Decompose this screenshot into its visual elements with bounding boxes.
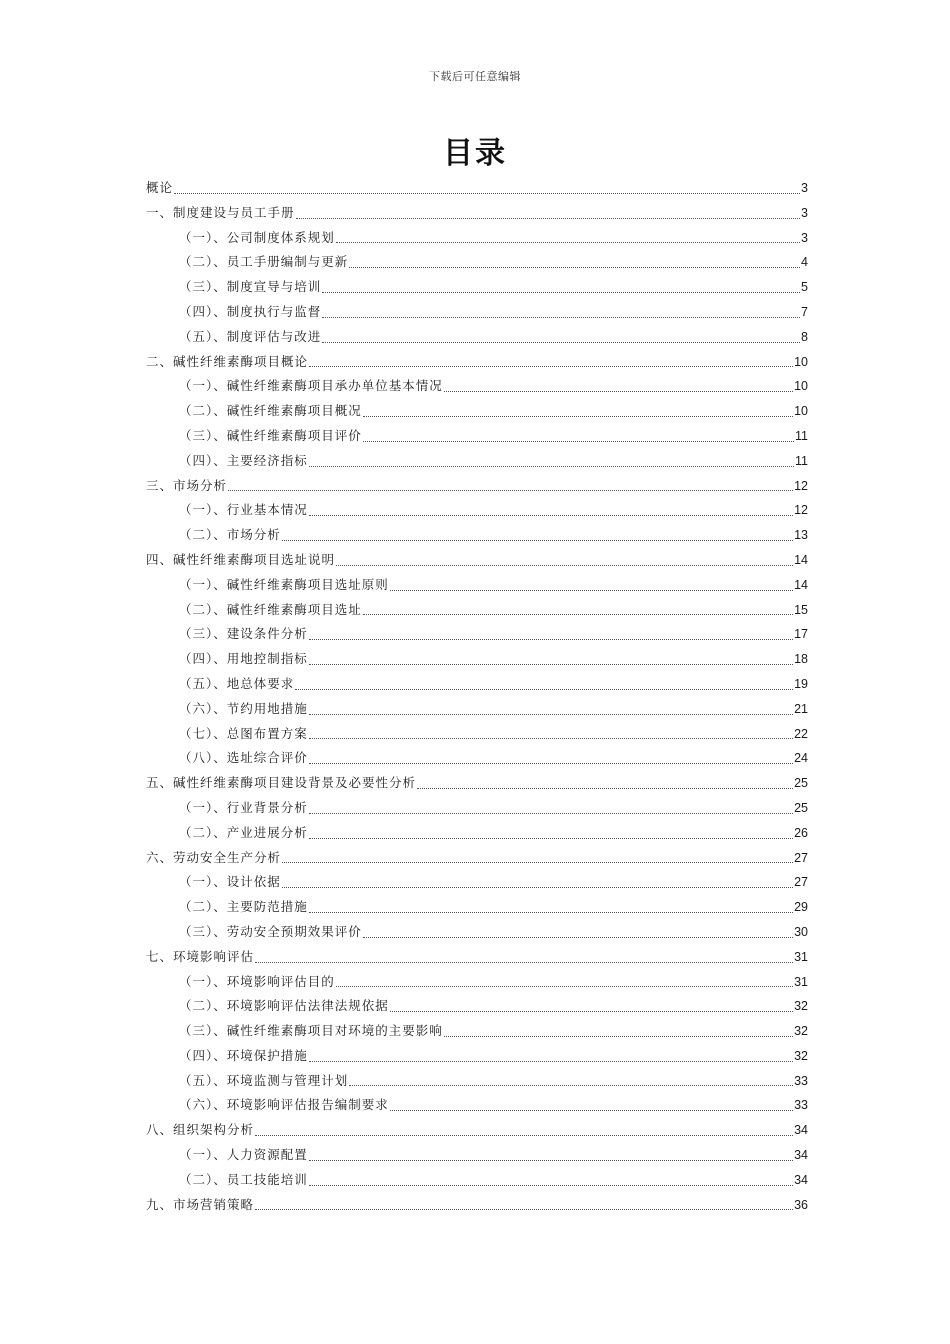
toc-dot-leader: [282, 886, 793, 888]
toc-entry-text: （三）、建设条件分析: [179, 626, 308, 642]
toc-entry-text: （二）、市场分析: [179, 527, 281, 543]
toc-page-number: 11: [795, 453, 808, 468]
toc-page-number: 19: [794, 676, 808, 691]
toc-entry-text: （三）、制度宣导与培训: [179, 279, 322, 295]
toc-entry-text: （二）、碱性纤维素酶项目概况: [179, 403, 362, 419]
toc-entry-text: （四）、主要经济指标: [179, 452, 308, 468]
toc-dot-leader: [309, 514, 793, 516]
page-header: 下载后可任意编辑: [429, 70, 521, 83]
toc-entry[interactable]: [146, 945, 808, 970]
toc-page-number: 21: [794, 701, 808, 716]
toc-dot-leader: [417, 787, 793, 789]
toc-dot-leader: [309, 365, 793, 367]
toc-dot-leader: [322, 291, 800, 293]
toc-dot-leader: [336, 564, 793, 566]
toc-entry[interactable]: [146, 1069, 808, 1094]
toc-page-number: 27: [794, 850, 808, 865]
toc-dot-leader: [349, 266, 800, 268]
toc-entry[interactable]: [146, 325, 808, 350]
toc-entry-text: （一）、公司制度体系规划: [179, 229, 335, 245]
toc-dot-leader: [349, 1084, 793, 1086]
toc-page-number: 10: [794, 404, 808, 419]
toc-entry-text: （一）、行业背景分析: [179, 799, 308, 815]
toc-dot-leader: [309, 762, 793, 764]
toc-page-number: 3: [801, 230, 808, 245]
toc-page-number: 15: [794, 602, 808, 617]
toc-dot-leader: [390, 589, 793, 591]
toc-entry-text: 五、碱性纤维素酶项目建设背景及必要性分析: [146, 775, 417, 791]
toc-dot-leader: [309, 812, 793, 814]
toc-dot-leader: [336, 241, 800, 243]
toc-dot-leader: [363, 936, 793, 938]
toc-entry-text: （五）、地总体要求: [179, 675, 295, 691]
toc-entry-text: （六）、节约用地措施: [179, 700, 308, 716]
toc-page-number: 14: [794, 577, 808, 592]
toc-entry[interactable]: [146, 622, 808, 647]
toc-entry-text: （五）、环境监测与管理计划: [179, 1072, 349, 1088]
toc-page-number: 13: [794, 528, 808, 543]
toc-page-number: 34: [794, 1148, 808, 1163]
toc-entry[interactable]: [146, 771, 808, 796]
toc-entry[interactable]: [146, 275, 808, 300]
toc-entry[interactable]: [146, 672, 808, 697]
toc-page-number: 3: [801, 181, 808, 195]
toc-entry[interactable]: [146, 350, 808, 375]
toc-entry[interactable]: [146, 870, 808, 895]
toc-page-number: 22: [794, 726, 808, 741]
toc-entry-text: （二）、环境影响评估法律法规依据: [179, 998, 389, 1014]
toc-entry-text: 三、市场分析: [146, 477, 228, 493]
toc-dot-leader: [363, 613, 793, 615]
toc-entry-text: （一）、碱性纤维素酶项目承办单位基本情况: [179, 378, 443, 394]
toc-entry-text: （二）、产业进展分析: [179, 824, 308, 840]
toc-entry-text: （二）、碱性纤维素酶项目选址: [179, 601, 362, 617]
toc-entry[interactable]: [146, 846, 808, 871]
toc-entry[interactable]: [146, 474, 808, 499]
toc-entry[interactable]: [146, 598, 808, 623]
toc-dot-leader: [322, 341, 800, 343]
toc-dot-leader: [296, 217, 801, 219]
toc-page-number: 7: [801, 304, 808, 319]
toc-page-number: 29: [794, 900, 808, 915]
toc-entry-text: （七）、总图布置方案: [179, 725, 308, 741]
toc-entry-text: 七、环境影响评估: [146, 948, 255, 964]
toc-entry-text: （三）、劳动安全预期效果评价: [179, 923, 362, 939]
toc-entry[interactable]: [146, 1118, 808, 1143]
toc-entry[interactable]: [146, 226, 808, 251]
toc-page-number: 34: [794, 1123, 808, 1138]
toc-entry-text: 一、制度建设与员工手册: [146, 204, 295, 220]
toc-entry-text: （四）、用地控制指标: [179, 651, 308, 667]
toc-page-number: 8: [801, 329, 808, 344]
toc-entry[interactable]: [146, 994, 808, 1019]
toc-dot-leader: [255, 961, 793, 963]
toc-dot-leader: [309, 911, 793, 913]
toc-page-number: 18: [794, 652, 808, 667]
toc-page-number: 11: [795, 428, 808, 443]
toc-entry-text: （六）、环境影响评估报告编制要求: [179, 1097, 389, 1113]
toc-dot-leader: [309, 638, 793, 640]
toc-page-number: 12: [794, 503, 808, 518]
toc-entry-text: （一）、人力资源配置: [179, 1147, 308, 1163]
toc-dot-leader: [322, 316, 800, 318]
toc-page-number: 30: [794, 924, 808, 939]
toc-entry[interactable]: [146, 970, 808, 995]
toc-entry-text: （五）、制度评估与改进: [179, 328, 322, 344]
toc-dot-leader: [309, 837, 793, 839]
toc-dot-leader: [390, 1010, 793, 1012]
toc-entry[interactable]: [146, 449, 808, 474]
toc-entry-text: 六、劳动安全生产分析: [146, 849, 282, 865]
toc-entry[interactable]: [146, 201, 808, 226]
toc-page-number: 33: [794, 1098, 808, 1113]
table-of-contents: [146, 176, 808, 1217]
toc-entry[interactable]: [146, 498, 808, 523]
toc-entry[interactable]: [146, 1143, 808, 1168]
toc-page-number: 24: [794, 751, 808, 766]
toc-dot-leader: [309, 1060, 793, 1062]
toc-page-number: 10: [794, 379, 808, 394]
toc-page-number: 25: [794, 800, 808, 815]
toc-dot-leader: [255, 1134, 793, 1136]
toc-page-number: 32: [794, 1024, 808, 1039]
toc-dot-leader: [390, 1109, 793, 1111]
toc-entry[interactable]: [146, 895, 808, 920]
toc-entry[interactable]: [146, 1093, 808, 1118]
toc-entry[interactable]: [146, 548, 808, 573]
toc-entry[interactable]: [146, 1168, 808, 1193]
toc-entry[interactable]: [146, 573, 808, 598]
toc-entry[interactable]: [146, 1019, 808, 1044]
toc-entry[interactable]: [146, 399, 808, 424]
toc-dot-leader: [363, 415, 793, 417]
toc-entry-text: （三）、碱性纤维素酶项目对环境的主要影响: [179, 1023, 443, 1039]
toc-entry-text: （三）、碱性纤维素酶项目评价: [179, 427, 362, 443]
toc-dot-leader: [309, 1159, 793, 1161]
toc-entry-text: （二）、主要防范措施: [179, 899, 308, 915]
toc-entry-text: （一）、设计依据: [179, 874, 281, 890]
toc-dot-leader: [444, 1035, 793, 1037]
toc-entry[interactable]: [146, 250, 808, 275]
toc-page-number: 34: [794, 1172, 808, 1187]
toc-page-number: 31: [794, 949, 808, 964]
toc-entry[interactable]: [146, 796, 808, 821]
toc-title: 目录: [443, 136, 507, 171]
toc-page-number: 36: [794, 1197, 808, 1212]
toc-entry-text: 概论: [146, 180, 174, 195]
toc-entry-text: 八、组织架构分析: [146, 1122, 255, 1138]
toc-entry-text: （四）、环境保护措施: [179, 1047, 308, 1063]
toc-entry[interactable]: [146, 424, 808, 449]
toc-entry-text: （一）、行业基本情况: [179, 502, 308, 518]
toc-dot-leader: [282, 861, 793, 863]
toc-dot-leader: [174, 192, 800, 194]
toc-entry[interactable]: [146, 374, 808, 399]
toc-entry[interactable]: [146, 300, 808, 325]
toc-page-number: 10: [794, 354, 808, 369]
toc-entry-text: （二）、员工手册编制与更新: [179, 254, 349, 270]
toc-page-number: 31: [794, 974, 808, 989]
toc-page-number: 14: [794, 552, 808, 567]
toc-entry[interactable]: [146, 722, 808, 747]
toc-entry[interactable]: [146, 1193, 808, 1218]
toc-dot-leader: [309, 663, 793, 665]
toc-dot-leader: [282, 539, 793, 541]
toc-entry-text: （二）、员工技能培训: [179, 1171, 308, 1187]
toc-dot-leader: [228, 489, 793, 491]
toc-entry[interactable]: [146, 523, 808, 548]
toc-dot-leader: [309, 713, 793, 715]
toc-dot-leader: [295, 688, 793, 690]
toc-dot-leader: [309, 737, 793, 739]
toc-page-number: 17: [794, 627, 808, 642]
toc-entry[interactable]: [146, 920, 808, 945]
toc-entry-text: 二、碱性纤维素酶项目概论: [146, 353, 309, 369]
toc-page-number: 26: [794, 825, 808, 840]
toc-dot-leader: [309, 1184, 793, 1186]
toc-dot-leader: [255, 1208, 793, 1210]
toc-page-number: 3: [801, 205, 808, 220]
toc-page-number: 32: [794, 999, 808, 1014]
toc-entry-text: 九、市场营销策略: [146, 1196, 255, 1212]
toc-page-number: 5: [801, 280, 808, 295]
toc-page-number: 33: [794, 1073, 808, 1088]
toc-entry[interactable]: [146, 746, 808, 771]
toc-entry[interactable]: [146, 697, 808, 722]
toc-entry-text: （四）、制度执行与监督: [179, 303, 322, 319]
toc-page-number: 4: [801, 255, 808, 270]
toc-entry-text: （一）、碱性纤维素酶项目选址原则: [179, 576, 389, 592]
toc-page-number: 32: [794, 1048, 808, 1063]
toc-entry-text: 四、碱性纤维素酶项目选址说明: [146, 551, 336, 567]
toc-entry-text: （一）、环境影响评估目的: [179, 973, 335, 989]
toc-entry[interactable]: [146, 647, 808, 672]
toc-dot-leader: [309, 465, 794, 467]
toc-page-number: 27: [794, 875, 808, 890]
toc-page-number: 12: [794, 478, 808, 493]
toc-dot-leader: [444, 390, 793, 392]
toc-entry[interactable]: [146, 176, 808, 201]
toc-entry[interactable]: [146, 1044, 808, 1069]
toc-entry-text: （八）、选址综合评价: [179, 750, 308, 766]
toc-page-number: 25: [794, 776, 808, 791]
toc-entry[interactable]: [146, 821, 808, 846]
toc-dot-leader: [336, 985, 793, 987]
toc-dot-leader: [363, 440, 794, 442]
